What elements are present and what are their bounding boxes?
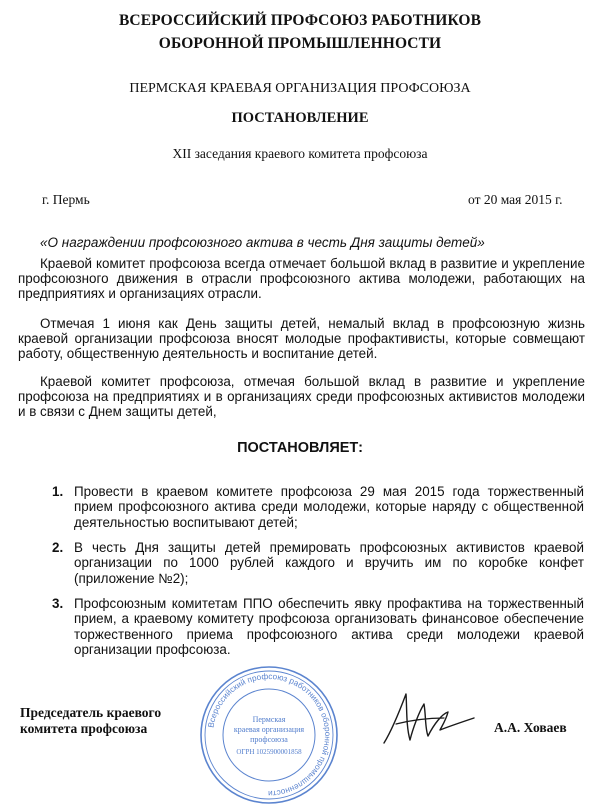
item-text-3: Профсоюзным комитетам ППО обеспечить явку профактива на торжественный прием, а краевому комитету профсоюза организовать финансовое обеспечение торжественного приема профсоюзного актива среди молодежи краевой организации профсоюза. <box>74 596 584 658</box>
handwritten-signature <box>376 688 476 750</box>
document-date: от 20 мая 2015 г. <box>468 192 563 207</box>
paragraph-1: Краевой комитет профсоюза всегда отмечает большой вклад в развитие и укрепление профсоюзного движения в отрасли профсоюзного актива молодежи, работающих на предприятиях и организациях отрасли. <box>18 256 585 302</box>
stamp-inner-line3: профсоюза <box>250 735 288 744</box>
official-stamp <box>198 664 340 806</box>
item-number-3: 3. <box>52 596 64 611</box>
document-subject: «О награждении профсоюзного актива в честь Дня защиты детей» <box>40 235 485 250</box>
item-number-2: 2. <box>52 540 64 555</box>
item-number-1: 1. <box>52 484 64 499</box>
session-line: XII заседания краевого комитета профсоюза <box>172 146 428 161</box>
stamp-inner-line1: Пермская <box>252 715 286 724</box>
organization-name: ПЕРМСКАЯ КРАЕВАЯ ОРГАНИЗАЦИЯ ПРОФСОЮЗА <box>129 81 471 96</box>
document-type: ПОСТАНОВЛЕНИЕ <box>231 110 369 126</box>
stamp-ring-text: Всероссийский профсоюз работников оборонной промышленности <box>206 671 333 799</box>
union-name-line1: ВСЕРОССИЙСКИЙ ПРОФСОЮЗ РАБОТНИКОВ <box>118 12 482 29</box>
signatory-title <box>20 705 161 737</box>
stamp-inner-line2: краевая организация <box>233 725 305 734</box>
place: г. Пермь <box>42 192 90 207</box>
signatory-name: А.А. Ховаев <box>494 720 567 735</box>
resolves-heading: ПОСТАНОВЛЯЕТ: <box>237 440 363 456</box>
stamp-ogrn: ОГРН 1025900001858 <box>236 748 302 756</box>
paragraph-2: Отмечая 1 июня как День защиты детей, немалый вклад в профсоюзную жизнь краевой организации профсоюза вносят молодые профактивисты, которые совмещают работу, общественную деятельность и воспитание детей. <box>18 316 585 362</box>
signatory-title-line2: комитета профсоюза <box>20 721 148 736</box>
item-text-2: В честь Дня защиты детей премировать профсоюзных активистов краевой организации по 1000 рублей каждого и вручить им по коробке конфет (приложение №2); <box>74 540 584 586</box>
union-name-line2: ОБОРОННОЙ ПРОМЫШЛЕННОСТИ <box>158 35 442 52</box>
signatory-title-line1: Председатель краевого <box>20 705 162 720</box>
item-text-1: Провести в краевом комитете профсоюза 29 мая 2015 года торжественный прием профсоюзного актива среди молодежи, которые наряду с общественной деятельностью воспитывают детей; <box>74 484 584 530</box>
paragraph-3: Краевой комитет профсоюза, отмечая большой вклад в развитие и укрепление профсоюза на предприятиях и в организациях среди профсоюзных активистов молодежи и в связи с Днем защиты детей, <box>18 374 585 420</box>
